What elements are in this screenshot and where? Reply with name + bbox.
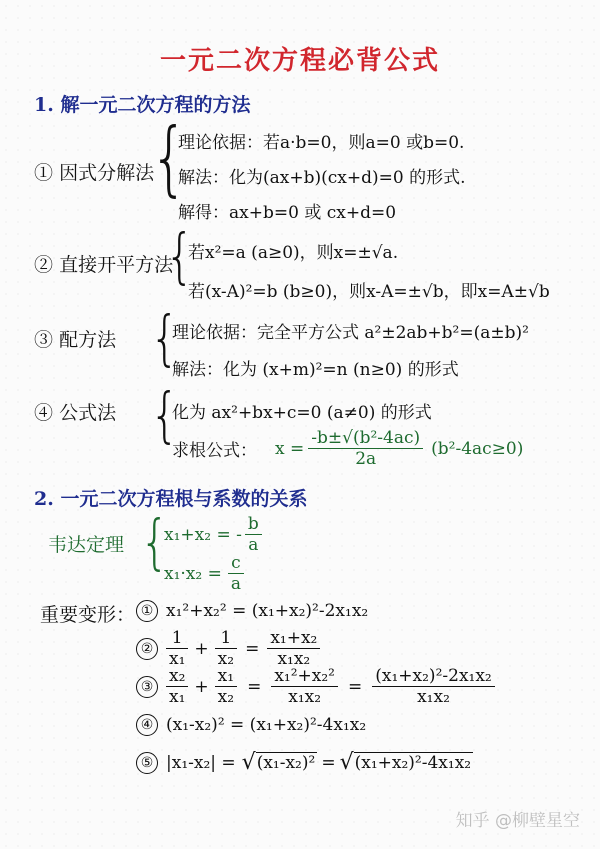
method-3-brace: {	[150, 302, 180, 373]
method-1-line-2: 解法：化为(ax+b)(cx+d)=0 的形式.	[178, 168, 466, 188]
transform-1-number: ①	[136, 600, 158, 622]
transform-5-number: ⑤	[136, 752, 158, 774]
method-4-line-2: 求根公式： x = $\frac{\text{-b±√(b²-4ac)}}{2a}$ (b²-4ac≥0)	[172, 428, 524, 469]
transforms-label: 重要变形：	[40, 604, 136, 626]
transform-1: ① x₁²+x₂² = (x₁+x₂)²-2x₁x₂	[136, 600, 368, 622]
root-formula-fraction: $\frac{\text{-b±√(b²-4ac)}}{2a}$	[308, 428, 423, 469]
method-4-number: ④	[34, 402, 54, 424]
method-2-line-2: 若(x-A)²=b (b≥0)，则x-A=±√b，即x=A±√b	[188, 282, 550, 302]
method-4-label: ④ 公式法	[34, 402, 117, 424]
method-3-line-2: 解法：化为 (x+m)²=n (n≥0) 的形式	[172, 360, 459, 380]
vieta-brace: {	[140, 506, 170, 577]
page-title: 一元二次方程必背公式	[159, 46, 440, 76]
section-2-heading: 2. 一元二次方程根与系数的关系	[34, 488, 308, 510]
method-2-label: ② 直接开平方法	[34, 254, 174, 276]
method-4-line-1: 化为 ax²+bx+c=0 (a≠0) 的形式	[172, 403, 432, 423]
method-2-brace: {	[165, 220, 195, 291]
sqrt-icon: √	[241, 750, 256, 775]
method-3-line-1: 理论依据：完全平方公式 a²±2ab+b²=(a±b)²	[172, 323, 529, 343]
vieta-product: x₁·x₂ = $\frac{c}{a}$	[164, 553, 244, 594]
method-1-line-3: 解得：ax+b=0 或 cx+d=0	[178, 203, 397, 223]
transform-3-number: ③	[136, 676, 158, 698]
transform-3: ③ $\frac{\text{x₂}}{\text{x₁}}$ + $\frac{\text{x₁}}{\text{x₂}}$ = $\frac{\text{x₁²+x₂²}}{\text{x₁x₂}}$ = $\frac{\text{(x₁+x₂)²-2x₁x₂}}{\text{x₁x₂}}$	[136, 666, 495, 707]
method-1-line-1: 理论依据：若a·b=0，则a=0 或b=0.	[178, 133, 465, 153]
transform-2-number: ②	[136, 638, 158, 660]
method-2-line-1: 若x²=a (a≥0)，则x=±√a.	[188, 243, 399, 263]
transform-5: ⑤ |x₁-x₂| = √ (x₁-x₂)² = √ (x₁+x₂)²-4x₁x₂	[136, 750, 473, 775]
method-3-label: ③ 配方法	[34, 329, 117, 351]
method-1-brace: {	[150, 111, 189, 206]
watermark: 知乎 @柳壁星空	[455, 811, 580, 831]
vieta-label: 韦达定理	[48, 534, 125, 556]
transform-2: ② $\frac{1}{\text{x₁}}$ + $\frac{1}{\text{x₂}}$ = $\frac{\text{x₁+x₂}}{\text{x₁x₂}}$	[136, 628, 320, 669]
sqrt-icon: √	[339, 750, 354, 775]
transform-4-number: ④	[136, 714, 158, 736]
transform-4: ④ (x₁-x₂)² = (x₁+x₂)²-4x₁x₂	[136, 714, 366, 736]
method-1-number: ①	[34, 162, 54, 184]
method-2-number: ②	[34, 254, 54, 276]
section-1-heading: 1. 解一元二次方程的方法	[34, 94, 251, 116]
method-1-label: ① 因式分解法	[34, 162, 155, 184]
method-3-number: ③	[34, 329, 54, 351]
root-formula-x: x =	[275, 438, 305, 459]
root-formula-condition: (b²-4ac≥0)	[431, 438, 524, 459]
method-4-brace: {	[150, 379, 180, 450]
vieta-sum: x₁+x₂ = - $\frac{b}{a}$	[164, 514, 262, 555]
